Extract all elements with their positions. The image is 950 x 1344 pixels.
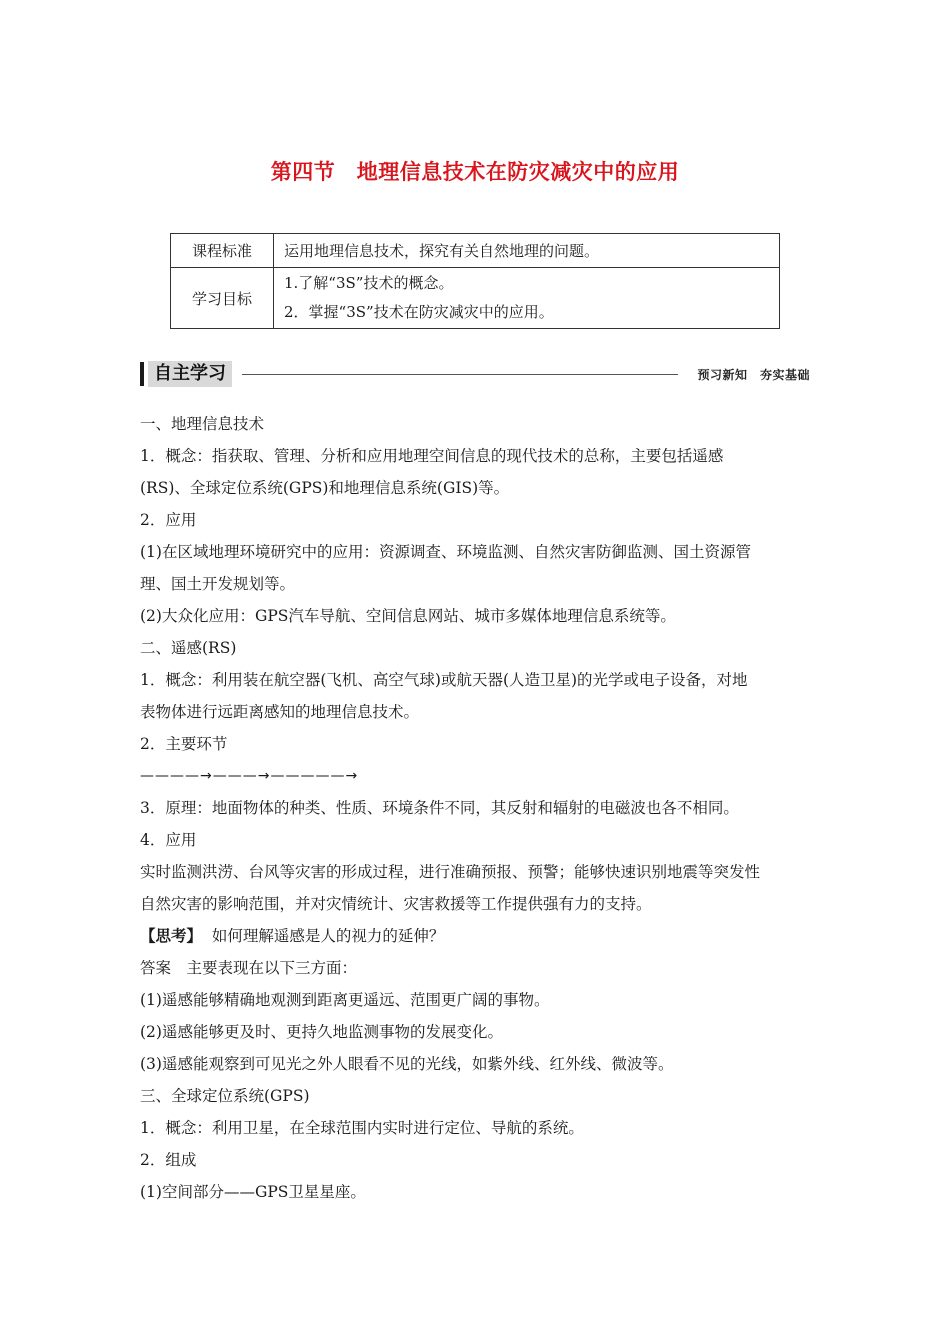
paragraph: 1．概念：利用装在航空器(飞机、高空气球)或航天器(人造卫星)的光学或电子设备，对地 xyxy=(140,671,748,689)
paragraph: 2．主要环节 xyxy=(140,735,228,753)
heading-gps: 三、全球定位系统(GPS) xyxy=(140,1087,310,1105)
learning-goal-label: 学习目标 xyxy=(171,268,274,329)
heading-gis-tech: 一、地理信息技术 xyxy=(140,415,265,433)
think-text: 如何理解遥感是人的视力的延伸？ xyxy=(211,927,445,945)
paragraph: (RS)、全球定位系统(GPS)和地理信息系统(GIS)等。 xyxy=(140,479,510,497)
paragraph: 1．概念：利用卫星，在全球范围内实时进行定位、导航的系统。 xyxy=(140,1119,584,1137)
section-divider xyxy=(242,374,678,375)
paragraph: 实时监测洪涝、台风等灾害的形成过程，进行准确预报、预警；能够快速识别地震等突发性 xyxy=(140,863,761,881)
paragraph: 2．应用 xyxy=(140,511,197,529)
section-bar xyxy=(140,362,144,386)
paragraph: 1．概念：指获取、管理、分析和应用地理空间信息的现代技术的总称，主要包括遥感 xyxy=(140,447,724,465)
paragraph: 表物体进行远距离感知的地理信息技术。 xyxy=(140,703,420,721)
table-row xyxy=(171,268,780,329)
paragraph: (1)遥感能够精确地观测到距离更遥远、范围更广阔的事物。 xyxy=(140,991,550,1009)
learning-goal-1: 1.了解“3S”技术的概念。 xyxy=(284,274,454,292)
section-tag: 预习新知 夯实基础 xyxy=(697,368,810,382)
answer-line: 答案 主要表现在以下三方面： xyxy=(140,959,358,977)
page-title: 第四节 地理信息技术在防灾减灾中的应用 xyxy=(270,160,680,184)
paragraph: 自然灾害的影响范围，并对灾情统计、灾害救援等工作提供强有力的支持。 xyxy=(140,895,652,913)
paragraph: 2．组成 xyxy=(140,1151,197,1169)
table-row xyxy=(171,234,780,268)
paragraph: (1)空间部分——GPS卫星星座。 xyxy=(140,1183,366,1201)
learning-goal-values xyxy=(274,268,780,329)
paragraph: (2)大众化应用：GPS汽车导航、空间信息网站、城市多媒体地理信息系统等。 xyxy=(140,607,676,625)
course-standard-label: 课程标准 xyxy=(171,234,274,268)
course-standard-value: 运用地理信息技术，探究有关自然地理的问题。 xyxy=(274,234,780,268)
paragraph: (3)遥感能观察到可见光之外人眼看不见的光线，如紫外线、红外线、微波等。 xyxy=(140,1055,674,1073)
paragraph: (2)遥感能够更及时、更持久地监测事物的发展变化。 xyxy=(140,1023,503,1041)
think-label: 【思考】 xyxy=(140,927,203,945)
standards-table xyxy=(170,233,780,329)
paragraph: 理、国土开发规划等。 xyxy=(140,575,296,593)
section-header xyxy=(140,360,810,388)
paragraph: (1)在区域地理环境研究中的应用：资源调查、环境监测、自然灾害防御监测、国土资源管 xyxy=(140,543,751,561)
heading-rs: 二、遥感(RS) xyxy=(140,639,237,657)
content-body xyxy=(140,408,812,1208)
learning-goal-2: 2．掌握“3S”技术在防灾减灾中的应用。 xyxy=(284,303,554,321)
section-badge: 自主学习 xyxy=(148,361,232,387)
paragraph: 4．应用 xyxy=(140,831,197,849)
paragraph: 3．原理：地面物体的种类、性质、环境条件不同，其反射和辐射的电磁波也各不相同。 xyxy=(140,799,739,817)
think-question xyxy=(140,920,812,952)
process-flow-blanks: ————→———→—————→ xyxy=(140,768,359,784)
